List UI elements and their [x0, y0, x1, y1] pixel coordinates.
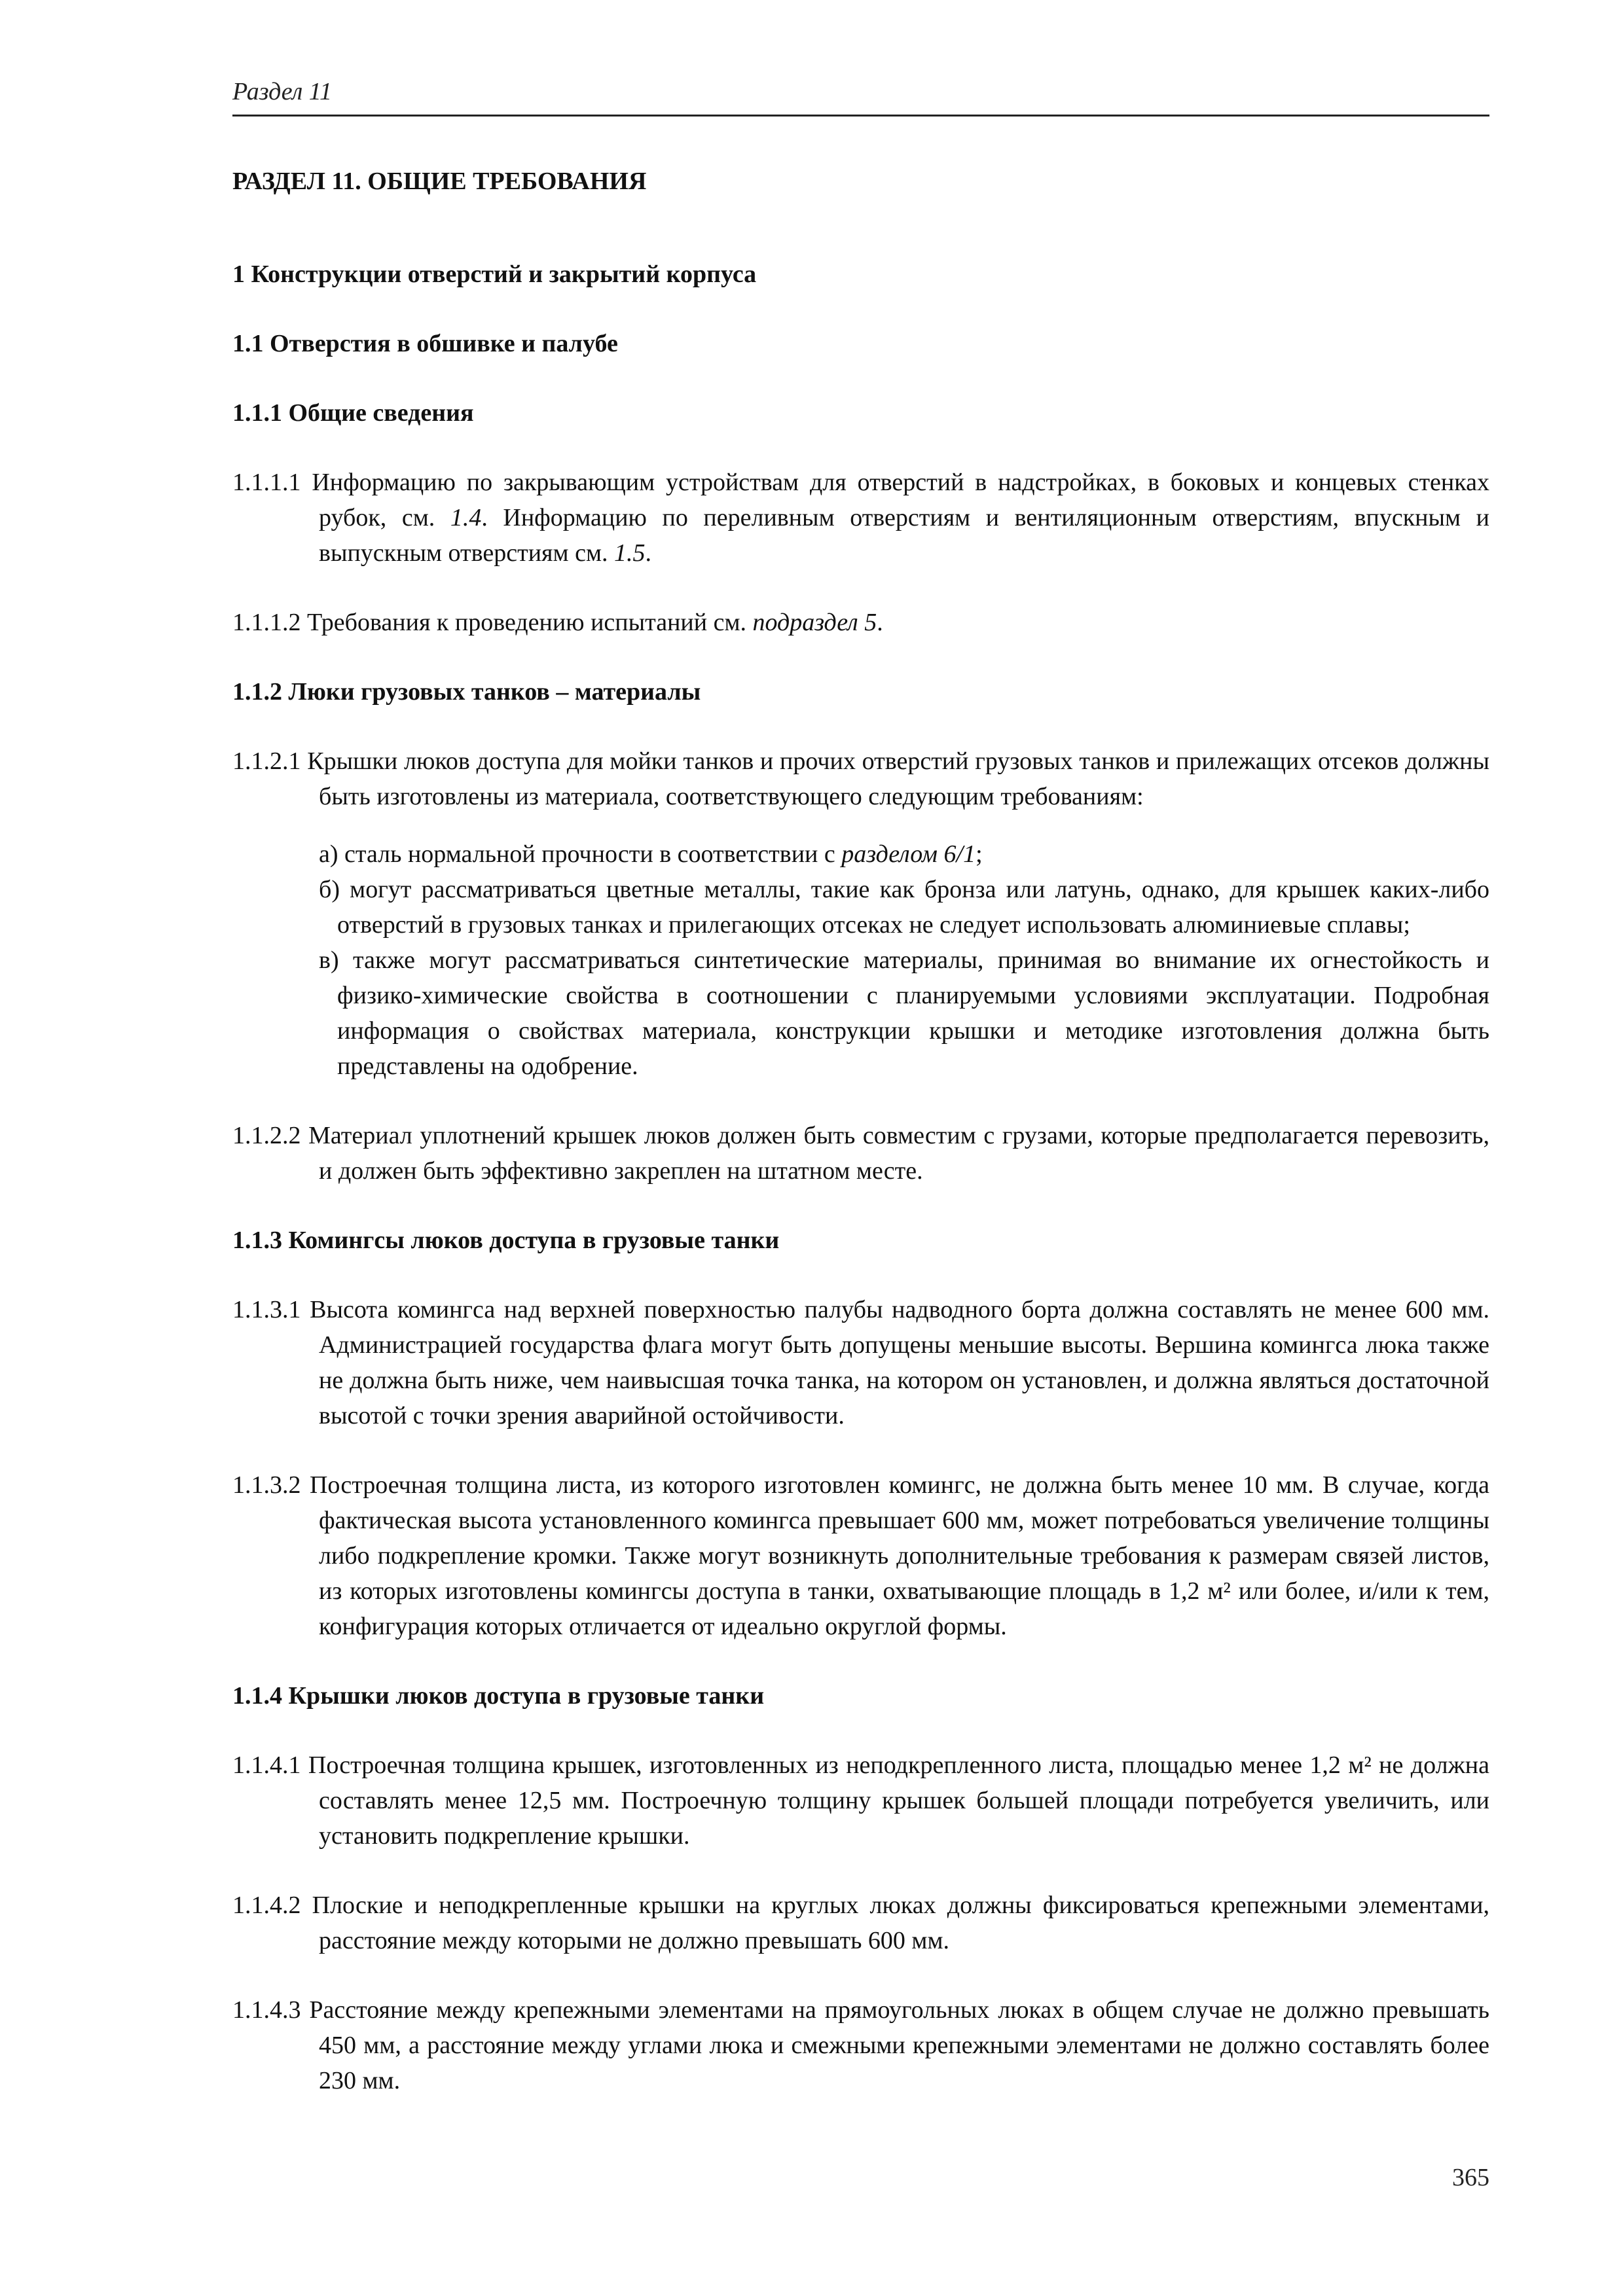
cross-reference-link: подраздел 5 — [752, 609, 877, 636]
section-title: РАЗДЕЛ 11. ОБЩИЕ ТРЕБОВАНИЯ — [232, 168, 647, 195]
page-number: 365 — [1452, 2164, 1489, 2191]
paragraph-1-1-3-2: 1.1.3.2 Построечная толщина листа, из которого изготовлен комингс, не должна быть менее 10 мм. В случае, когда фактическая высота установленного комингса превышает 600 мм, может потребоваться увеличение толщины либо подкрепление кромки. Также могут возникнуть дополнительные требования к размерам связей листов, из которых изготовлены комингсы доступа в танки, охватывающие площадь в 1,2 м² или более, и/или к тем, конфигурация которых отличается от идеально округлой формы. — [232, 1471, 1489, 1640]
cross-reference-link: 1.5 — [614, 539, 646, 567]
cross-reference-link: 1.4 — [450, 504, 482, 531]
paragraph-text: 1.1.1.2 Требования к проведению испытаний см. — [232, 609, 753, 636]
paragraph-text: . — [645, 539, 651, 567]
paragraph-1-1-1-1 — [232, 465, 1489, 571]
list-text: ; — [976, 840, 983, 868]
requirements-list — [319, 836, 1489, 1084]
paragraph-1-1-3-1: 1.1.3.1 Высота комингса над верхней поверхностью палубы надводного борта должна составлять не менее 600 мм. Администрацией государства флага могут быть допущены меньшие высоты. Вершина комингса люка также не должна быть ниже, чем наивысшая точка танка, на котором он установлен, и должна являться достаточной высотой с точки зрения аварийной остойчивости. — [232, 1296, 1489, 1429]
cross-reference-link: разделом 6/1 — [841, 840, 976, 868]
heading-1-1-1: 1.1.1 Общие сведения — [232, 399, 474, 427]
heading-1: 1 Конструкции отверстий и закрытий корпуса — [232, 260, 757, 288]
paragraph-text: . Информацию по переливным отверстиям и вентиляционным отверстиям, впускным и выпускным отверстиям см. — [319, 504, 1489, 567]
heading-1-1-3: 1.1.3 Комингсы люков доступа в грузовые танки — [232, 1227, 780, 1254]
list-text: а) сталь нормальной прочности в соответствии с — [319, 840, 842, 868]
heading-1-1-2: 1.1.2 Люки грузовых танков – материалы — [232, 678, 701, 706]
header-rule — [232, 115, 1489, 117]
paragraph-1-1-2-2: 1.1.2.2 Материал уплотнений крышек люков должен быть совместим с грузами, которые предполагается перевозить, и должен быть эффективно закреплен на штатном месте. — [232, 1122, 1489, 1185]
list-item-a — [319, 836, 1489, 872]
heading-1-1-4: 1.1.4 Крышки люков доступа в грузовые танки — [232, 1682, 765, 1710]
paragraph-1-1-4-1: 1.1.4.1 Построечная толщина крышек, изготовленных из неподкрепленного листа, площадью менее 1,2 м² не должна составлять менее 12,5 мм. Построечную толщину крышек большей площади потребуется увеличить, или установить подкрепление крышки. — [232, 1751, 1489, 1850]
paragraph-1-1-1-2 — [232, 605, 1489, 640]
paragraph-text: 1.1.1.1 Информацию по закрывающим устройствам для отверстий в надстройках, в боковых и концевых стенках рубок, см. — [232, 469, 1489, 531]
paragraph-text: . — [877, 609, 883, 636]
page-body — [232, 164, 1489, 2132]
list-item-b: б) могут рассматриваться цветные металлы, такие как бронза или латунь, однако, для крышек каких-либо отверстий в грузовых танках и прилегающих отсеках не следует использовать алюминиевые сплавы; — [319, 876, 1489, 939]
list-item-c: в) также могут рассматриваться синтетические материалы, принимая во внимание их огнестойкость и физико-химические свойства в соотношении с планируемыми условиями эксплуатации. Подробная информация о свойствах материала, конструкции крышки и методике изготовления должна быть представлены на одобрение. — [319, 946, 1489, 1080]
paragraph-1-1-2-1: 1.1.2.1 Крышки люков доступа для мойки танков и прочих отверстий грузовых танков и прилежащих отсеков должны быть изготовлены из материала, соответствующего следующим требованиям: — [232, 747, 1489, 810]
paragraph-1-1-4-2: 1.1.4.2 Плоские и неподкрепленные крышки на круглых люках должны фиксироваться крепежными элементами, расстояние между которыми не должно превышать 600 мм. — [232, 1892, 1489, 1954]
paragraph-1-1-4-3: 1.1.4.3 Расстояние между крепежными элементами на прямоугольных люках в общем случае не должно превышать 450 мм, а расстояние между углами люка и смежными крепежными элементами не должно составлять более 230 мм. — [232, 1996, 1489, 2094]
heading-1-1: 1.1 Отверстия в обшивке и палубе — [232, 330, 618, 357]
running-head: Раздел 11 — [232, 78, 332, 105]
